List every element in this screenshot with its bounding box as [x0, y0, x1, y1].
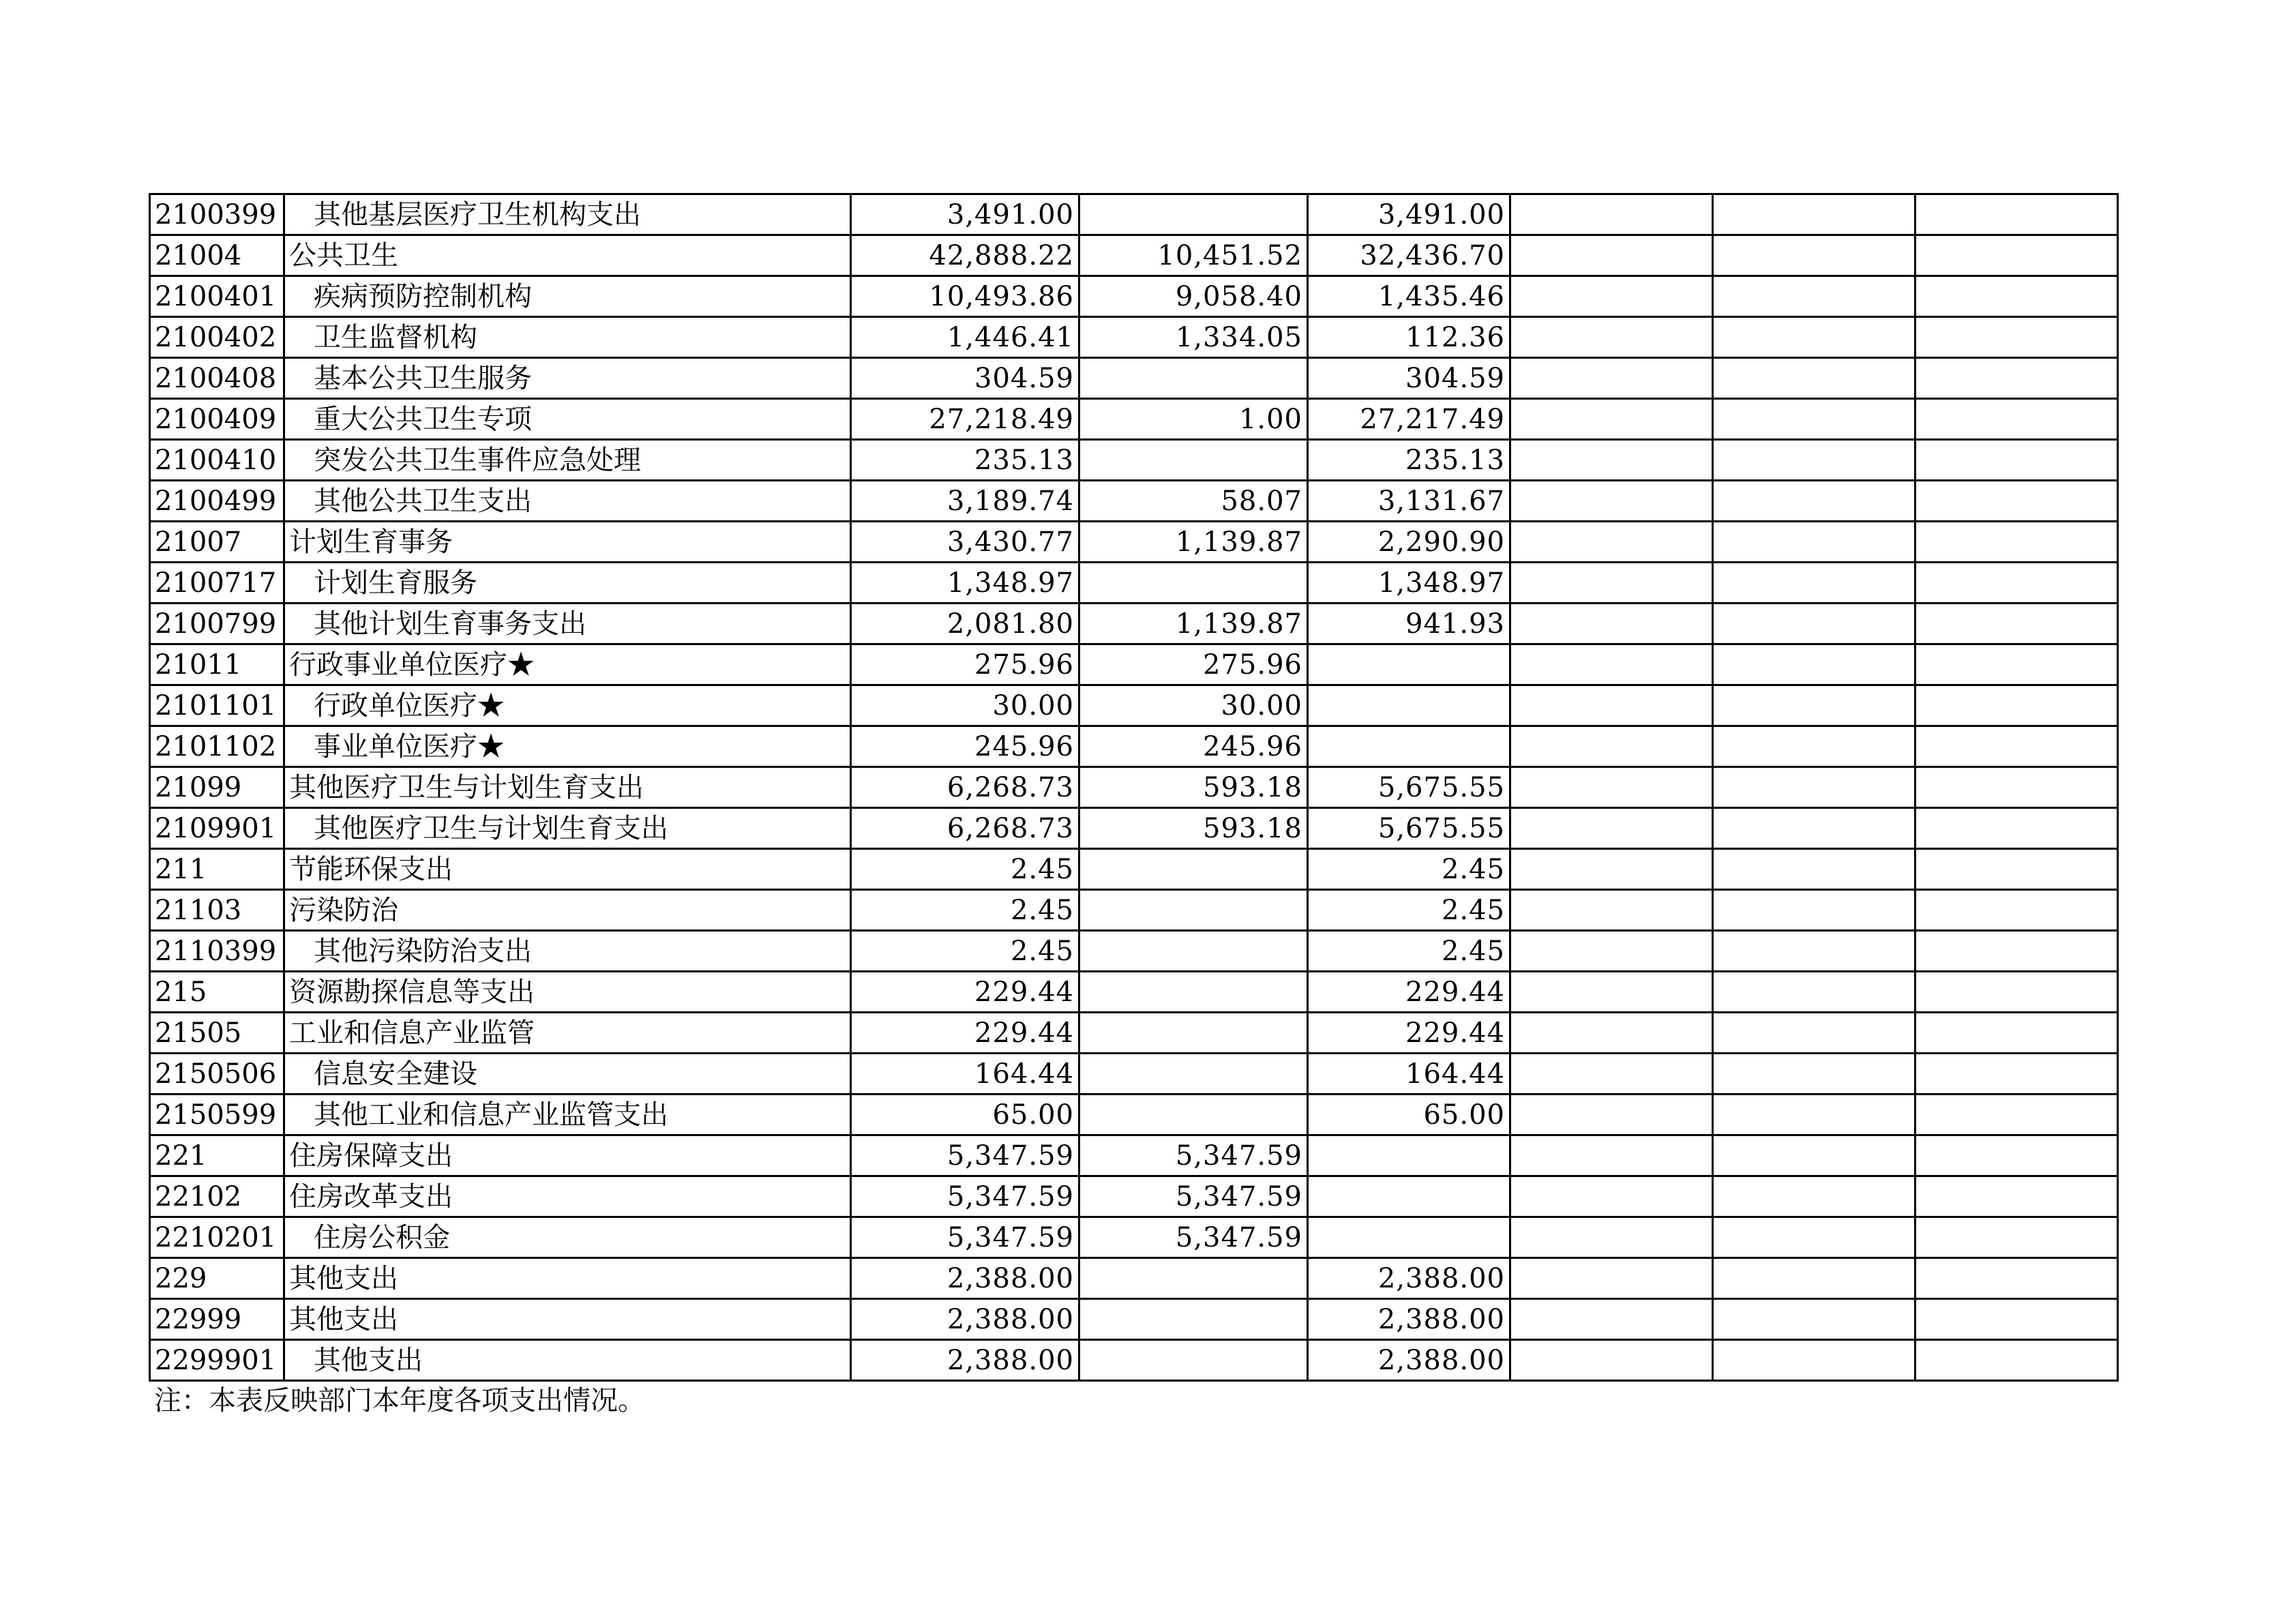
empty-cell — [1915, 890, 2118, 931]
table-row — [150, 604, 2118, 644]
table-row — [150, 808, 2118, 849]
total-amount-cell: 304.59 — [851, 358, 1079, 399]
empty-cell — [1915, 685, 2118, 726]
subject-name-cell: 其他支出 — [284, 1258, 851, 1299]
table-row — [150, 1340, 2118, 1381]
basic-expenditure-cell: 593.18 — [1079, 808, 1308, 849]
subject-code-cell: 2109901 — [150, 808, 284, 849]
total-amount-cell: 3,189.74 — [851, 481, 1079, 522]
basic-expenditure-cell — [1079, 890, 1308, 931]
empty-cell — [1713, 808, 1915, 849]
table-row — [150, 317, 2118, 358]
basic-expenditure-cell — [1079, 563, 1308, 604]
subject-name-cell: 节能环保支出 — [284, 849, 851, 890]
empty-cell — [1915, 194, 2118, 235]
basic-expenditure-cell: 10,451.52 — [1079, 235, 1308, 276]
empty-cell — [1510, 1013, 1713, 1054]
empty-cell — [1510, 440, 1713, 481]
table-row — [150, 235, 2118, 276]
total-amount-cell: 2,388.00 — [851, 1258, 1079, 1299]
empty-cell — [1713, 399, 1915, 440]
empty-cell — [1915, 276, 2118, 317]
total-amount-cell: 27,218.49 — [851, 399, 1079, 440]
basic-expenditure-cell — [1079, 1299, 1308, 1340]
empty-cell — [1510, 399, 1713, 440]
empty-cell — [1915, 808, 2118, 849]
subject-code-cell: 21011 — [150, 644, 284, 685]
table-row — [150, 440, 2118, 481]
table-row — [150, 972, 2118, 1013]
total-amount-cell: 2.45 — [851, 931, 1079, 972]
basic-expenditure-cell — [1079, 440, 1308, 481]
subject-code-cell: 2101101 — [150, 685, 284, 726]
table-row — [150, 1258, 2118, 1299]
total-amount-cell: 2.45 — [851, 849, 1079, 890]
empty-cell — [1713, 604, 1915, 644]
empty-cell — [1915, 931, 2118, 972]
empty-cell — [1915, 849, 2118, 890]
subject-code-cell: 21004 — [150, 235, 284, 276]
total-amount-cell: 3,491.00 — [851, 194, 1079, 235]
empty-cell — [1510, 481, 1713, 522]
subject-name-cell: 疾病预防控制机构 — [284, 276, 851, 317]
basic-expenditure-cell: 5,347.59 — [1079, 1176, 1308, 1217]
subject-name-cell: 卫生监督机构 — [284, 317, 851, 358]
empty-cell — [1510, 1217, 1713, 1258]
basic-expenditure-cell — [1079, 1258, 1308, 1299]
empty-cell — [1510, 890, 1713, 931]
empty-cell — [1510, 1299, 1713, 1340]
table-row — [150, 276, 2118, 317]
empty-cell — [1915, 1095, 2118, 1135]
expenditure-table — [149, 193, 2119, 1382]
empty-cell — [1713, 1176, 1915, 1217]
total-amount-cell: 6,268.73 — [851, 767, 1079, 808]
subject-name-cell: 重大公共卫生专项 — [284, 399, 851, 440]
subject-code-cell: 2100717 — [150, 563, 284, 604]
table-row — [150, 358, 2118, 399]
subject-code-cell: 2100408 — [150, 358, 284, 399]
total-amount-cell: 229.44 — [851, 1013, 1079, 1054]
subject-name-cell: 其他支出 — [284, 1299, 851, 1340]
subject-code-cell: 21099 — [150, 767, 284, 808]
project-expenditure-cell: 27,217.49 — [1308, 399, 1510, 440]
table-row — [150, 685, 2118, 726]
table-row — [150, 1299, 2118, 1340]
project-expenditure-cell — [1308, 644, 1510, 685]
empty-cell — [1713, 1135, 1915, 1176]
empty-cell — [1713, 726, 1915, 767]
empty-cell — [1510, 685, 1713, 726]
subject-code-cell: 2150599 — [150, 1095, 284, 1135]
subject-name-cell: 资源勘探信息等支出 — [284, 972, 851, 1013]
empty-cell — [1915, 1258, 2118, 1299]
basic-expenditure-cell: 5,347.59 — [1079, 1135, 1308, 1176]
subject-code-cell: 22999 — [150, 1299, 284, 1340]
subject-name-cell: 基本公共卫生服务 — [284, 358, 851, 399]
total-amount-cell: 229.44 — [851, 972, 1079, 1013]
empty-cell — [1510, 972, 1713, 1013]
project-expenditure-cell: 2.45 — [1308, 890, 1510, 931]
subject-name-cell: 公共卫生 — [284, 235, 851, 276]
empty-cell — [1915, 563, 2118, 604]
total-amount-cell: 235.13 — [851, 440, 1079, 481]
empty-cell — [1915, 1135, 2118, 1176]
subject-code-cell: 2100401 — [150, 276, 284, 317]
table-row — [150, 767, 2118, 808]
subject-code-cell: 2100409 — [150, 399, 284, 440]
empty-cell — [1713, 644, 1915, 685]
empty-cell — [1713, 317, 1915, 358]
project-expenditure-cell: 1,348.97 — [1308, 563, 1510, 604]
empty-cell — [1510, 808, 1713, 849]
empty-cell — [1713, 522, 1915, 563]
empty-cell — [1510, 276, 1713, 317]
subject-name-cell: 突发公共卫生事件应急处理 — [284, 440, 851, 481]
empty-cell — [1713, 1340, 1915, 1381]
project-expenditure-cell: 304.59 — [1308, 358, 1510, 399]
subject-name-cell: 行政事业单位医疗★ — [284, 644, 851, 685]
basic-expenditure-cell: 58.07 — [1079, 481, 1308, 522]
table-row — [150, 890, 2118, 931]
table-row — [150, 849, 2118, 890]
table-row — [150, 194, 2118, 235]
project-expenditure-cell: 229.44 — [1308, 1013, 1510, 1054]
basic-expenditure-cell — [1079, 1054, 1308, 1095]
empty-cell — [1510, 235, 1713, 276]
total-amount-cell: 2,388.00 — [851, 1299, 1079, 1340]
empty-cell — [1915, 726, 2118, 767]
subject-name-cell: 住房改革支出 — [284, 1176, 851, 1217]
subject-name-cell: 行政单位医疗★ — [284, 685, 851, 726]
subject-code-cell: 21007 — [150, 522, 284, 563]
project-expenditure-cell — [1308, 1135, 1510, 1176]
basic-expenditure-cell: 245.96 — [1079, 726, 1308, 767]
basic-expenditure-cell — [1079, 849, 1308, 890]
project-expenditure-cell: 941.93 — [1308, 604, 1510, 644]
subject-name-cell: 事业单位医疗★ — [284, 726, 851, 767]
project-expenditure-cell: 229.44 — [1308, 972, 1510, 1013]
table-row — [150, 1054, 2118, 1095]
empty-cell — [1713, 890, 1915, 931]
basic-expenditure-cell: 30.00 — [1079, 685, 1308, 726]
empty-cell — [1915, 1013, 2118, 1054]
subject-name-cell: 计划生育事务 — [284, 522, 851, 563]
project-expenditure-cell: 2,388.00 — [1308, 1299, 1510, 1340]
table-row — [150, 399, 2118, 440]
project-expenditure-cell: 2,388.00 — [1308, 1340, 1510, 1381]
basic-expenditure-cell: 9,058.40 — [1079, 276, 1308, 317]
subject-code-cell: 229 — [150, 1258, 284, 1299]
total-amount-cell: 2.45 — [851, 890, 1079, 931]
empty-cell — [1713, 194, 1915, 235]
empty-cell — [1510, 1095, 1713, 1135]
empty-cell — [1713, 1299, 1915, 1340]
table-row — [150, 563, 2118, 604]
project-expenditure-cell: 2,290.90 — [1308, 522, 1510, 563]
empty-cell — [1510, 1135, 1713, 1176]
empty-cell — [1510, 522, 1713, 563]
total-amount-cell: 6,268.73 — [851, 808, 1079, 849]
total-amount-cell: 1,446.41 — [851, 317, 1079, 358]
table-row — [150, 644, 2118, 685]
empty-cell — [1915, 767, 2118, 808]
subject-code-cell: 211 — [150, 849, 284, 890]
total-amount-cell: 42,888.22 — [851, 235, 1079, 276]
subject-code-cell: 2101102 — [150, 726, 284, 767]
empty-cell — [1915, 604, 2118, 644]
table-row — [150, 1135, 2118, 1176]
empty-cell — [1713, 1095, 1915, 1135]
table-row — [150, 1176, 2118, 1217]
empty-cell — [1510, 1340, 1713, 1381]
empty-cell — [1915, 1054, 2118, 1095]
empty-cell — [1915, 522, 2118, 563]
basic-expenditure-cell — [1079, 972, 1308, 1013]
subject-code-cell: 2150506 — [150, 1054, 284, 1095]
project-expenditure-cell: 2,388.00 — [1308, 1258, 1510, 1299]
basic-expenditure-cell: 1,334.05 — [1079, 317, 1308, 358]
total-amount-cell: 164.44 — [851, 1054, 1079, 1095]
table-body — [150, 194, 2118, 1381]
empty-cell — [1915, 1176, 2118, 1217]
basic-expenditure-cell — [1079, 358, 1308, 399]
empty-cell — [1915, 235, 2118, 276]
empty-cell — [1915, 358, 2118, 399]
subject-code-cell: 221 — [150, 1135, 284, 1176]
project-expenditure-cell: 5,675.55 — [1308, 808, 1510, 849]
subject-name-cell: 其他计划生育事务支出 — [284, 604, 851, 644]
empty-cell — [1915, 972, 2118, 1013]
table-row — [150, 1095, 2118, 1135]
total-amount-cell: 2,388.00 — [851, 1340, 1079, 1381]
total-amount-cell: 10,493.86 — [851, 276, 1079, 317]
project-expenditure-cell: 2.45 — [1308, 931, 1510, 972]
project-expenditure-cell — [1308, 726, 1510, 767]
empty-cell — [1510, 849, 1713, 890]
subject-code-cell: 2299901 — [150, 1340, 284, 1381]
project-expenditure-cell — [1308, 1217, 1510, 1258]
subject-name-cell: 其他基层医疗卫生机构支出 — [284, 194, 851, 235]
empty-cell — [1510, 317, 1713, 358]
empty-cell — [1713, 767, 1915, 808]
empty-cell — [1915, 440, 2118, 481]
basic-expenditure-cell — [1079, 1095, 1308, 1135]
table-row — [150, 522, 2118, 563]
project-expenditure-cell: 1,435.46 — [1308, 276, 1510, 317]
empty-cell — [1713, 276, 1915, 317]
total-amount-cell: 275.96 — [851, 644, 1079, 685]
subject-code-cell: 2100799 — [150, 604, 284, 644]
empty-cell — [1713, 685, 1915, 726]
total-amount-cell: 245.96 — [851, 726, 1079, 767]
empty-cell — [1915, 1217, 2118, 1258]
empty-cell — [1713, 440, 1915, 481]
empty-cell — [1713, 1258, 1915, 1299]
empty-cell — [1713, 235, 1915, 276]
empty-cell — [1915, 399, 2118, 440]
empty-cell — [1915, 481, 2118, 522]
subject-name-cell: 其他支出 — [284, 1340, 851, 1381]
basic-expenditure-cell — [1079, 931, 1308, 972]
project-expenditure-cell: 3,491.00 — [1308, 194, 1510, 235]
empty-cell — [1510, 726, 1713, 767]
subject-name-cell: 住房公积金 — [284, 1217, 851, 1258]
basic-expenditure-cell: 1.00 — [1079, 399, 1308, 440]
table-row — [150, 1013, 2118, 1054]
subject-code-cell: 2100402 — [150, 317, 284, 358]
empty-cell — [1915, 1299, 2118, 1340]
basic-expenditure-cell: 593.18 — [1079, 767, 1308, 808]
empty-cell — [1713, 358, 1915, 399]
project-expenditure-cell: 32,436.70 — [1308, 235, 1510, 276]
empty-cell — [1510, 563, 1713, 604]
empty-cell — [1510, 1176, 1713, 1217]
table-row — [150, 1217, 2118, 1258]
subject-code-cell: 2100399 — [150, 194, 284, 235]
subject-code-cell: 2100499 — [150, 481, 284, 522]
empty-cell — [1713, 931, 1915, 972]
empty-cell — [1713, 563, 1915, 604]
subject-code-cell: 2100410 — [150, 440, 284, 481]
basic-expenditure-cell: 1,139.87 — [1079, 604, 1308, 644]
subject-code-cell: 21505 — [150, 1013, 284, 1054]
empty-cell — [1713, 1054, 1915, 1095]
subject-name-cell: 工业和信息产业监管 — [284, 1013, 851, 1054]
subject-name-cell: 其他医疗卫生与计划生育支出 — [284, 808, 851, 849]
subject-name-cell: 信息安全建设 — [284, 1054, 851, 1095]
project-expenditure-cell: 164.44 — [1308, 1054, 1510, 1095]
empty-cell — [1510, 767, 1713, 808]
total-amount-cell: 30.00 — [851, 685, 1079, 726]
subject-name-cell: 污染防治 — [284, 890, 851, 931]
project-expenditure-cell: 65.00 — [1308, 1095, 1510, 1135]
empty-cell — [1713, 1217, 1915, 1258]
basic-expenditure-cell: 1,139.87 — [1079, 522, 1308, 563]
empty-cell — [1510, 931, 1713, 972]
empty-cell — [1713, 972, 1915, 1013]
basic-expenditure-cell — [1079, 194, 1308, 235]
empty-cell — [1713, 1013, 1915, 1054]
table-row — [150, 726, 2118, 767]
table-row — [150, 931, 2118, 972]
empty-cell — [1915, 317, 2118, 358]
basic-expenditure-cell: 275.96 — [1079, 644, 1308, 685]
subject-name-cell: 住房保障支出 — [284, 1135, 851, 1176]
basic-expenditure-cell — [1079, 1013, 1308, 1054]
project-expenditure-cell: 112.36 — [1308, 317, 1510, 358]
empty-cell — [1713, 849, 1915, 890]
basic-expenditure-cell — [1079, 1340, 1308, 1381]
table-note: 注：本表反映部门本年度各项支出情况。 — [154, 1385, 645, 1416]
subject-name-cell: 其他污染防治支出 — [284, 931, 851, 972]
empty-cell — [1915, 1340, 2118, 1381]
total-amount-cell: 65.00 — [851, 1095, 1079, 1135]
empty-cell — [1510, 644, 1713, 685]
empty-cell — [1510, 604, 1713, 644]
project-expenditure-cell: 5,675.55 — [1308, 767, 1510, 808]
subject-name-cell: 其他工业和信息产业监管支出 — [284, 1095, 851, 1135]
project-expenditure-cell — [1308, 1176, 1510, 1217]
subject-code-cell: 22102 — [150, 1176, 284, 1217]
basic-expenditure-cell: 5,347.59 — [1079, 1217, 1308, 1258]
project-expenditure-cell: 3,131.67 — [1308, 481, 1510, 522]
total-amount-cell: 5,347.59 — [851, 1176, 1079, 1217]
empty-cell — [1510, 358, 1713, 399]
total-amount-cell: 5,347.59 — [851, 1217, 1079, 1258]
total-amount-cell: 1,348.97 — [851, 563, 1079, 604]
empty-cell — [1510, 194, 1713, 235]
subject-code-cell: 21103 — [150, 890, 284, 931]
empty-cell — [1713, 481, 1915, 522]
project-expenditure-cell: 235.13 — [1308, 440, 1510, 481]
total-amount-cell: 3,430.77 — [851, 522, 1079, 563]
subject-code-cell: 2110399 — [150, 931, 284, 972]
empty-cell — [1510, 1054, 1713, 1095]
table-row — [150, 481, 2118, 522]
total-amount-cell: 5,347.59 — [851, 1135, 1079, 1176]
subject-name-cell: 计划生育服务 — [284, 563, 851, 604]
subject-name-cell: 其他公共卫生支出 — [284, 481, 851, 522]
empty-cell — [1510, 1258, 1713, 1299]
project-expenditure-cell: 2.45 — [1308, 849, 1510, 890]
subject-name-cell: 其他医疗卫生与计划生育支出 — [284, 767, 851, 808]
total-amount-cell: 2,081.80 — [851, 604, 1079, 644]
subject-code-cell: 215 — [150, 972, 284, 1013]
subject-code-cell: 2210201 — [150, 1217, 284, 1258]
project-expenditure-cell — [1308, 685, 1510, 726]
empty-cell — [1915, 644, 2118, 685]
